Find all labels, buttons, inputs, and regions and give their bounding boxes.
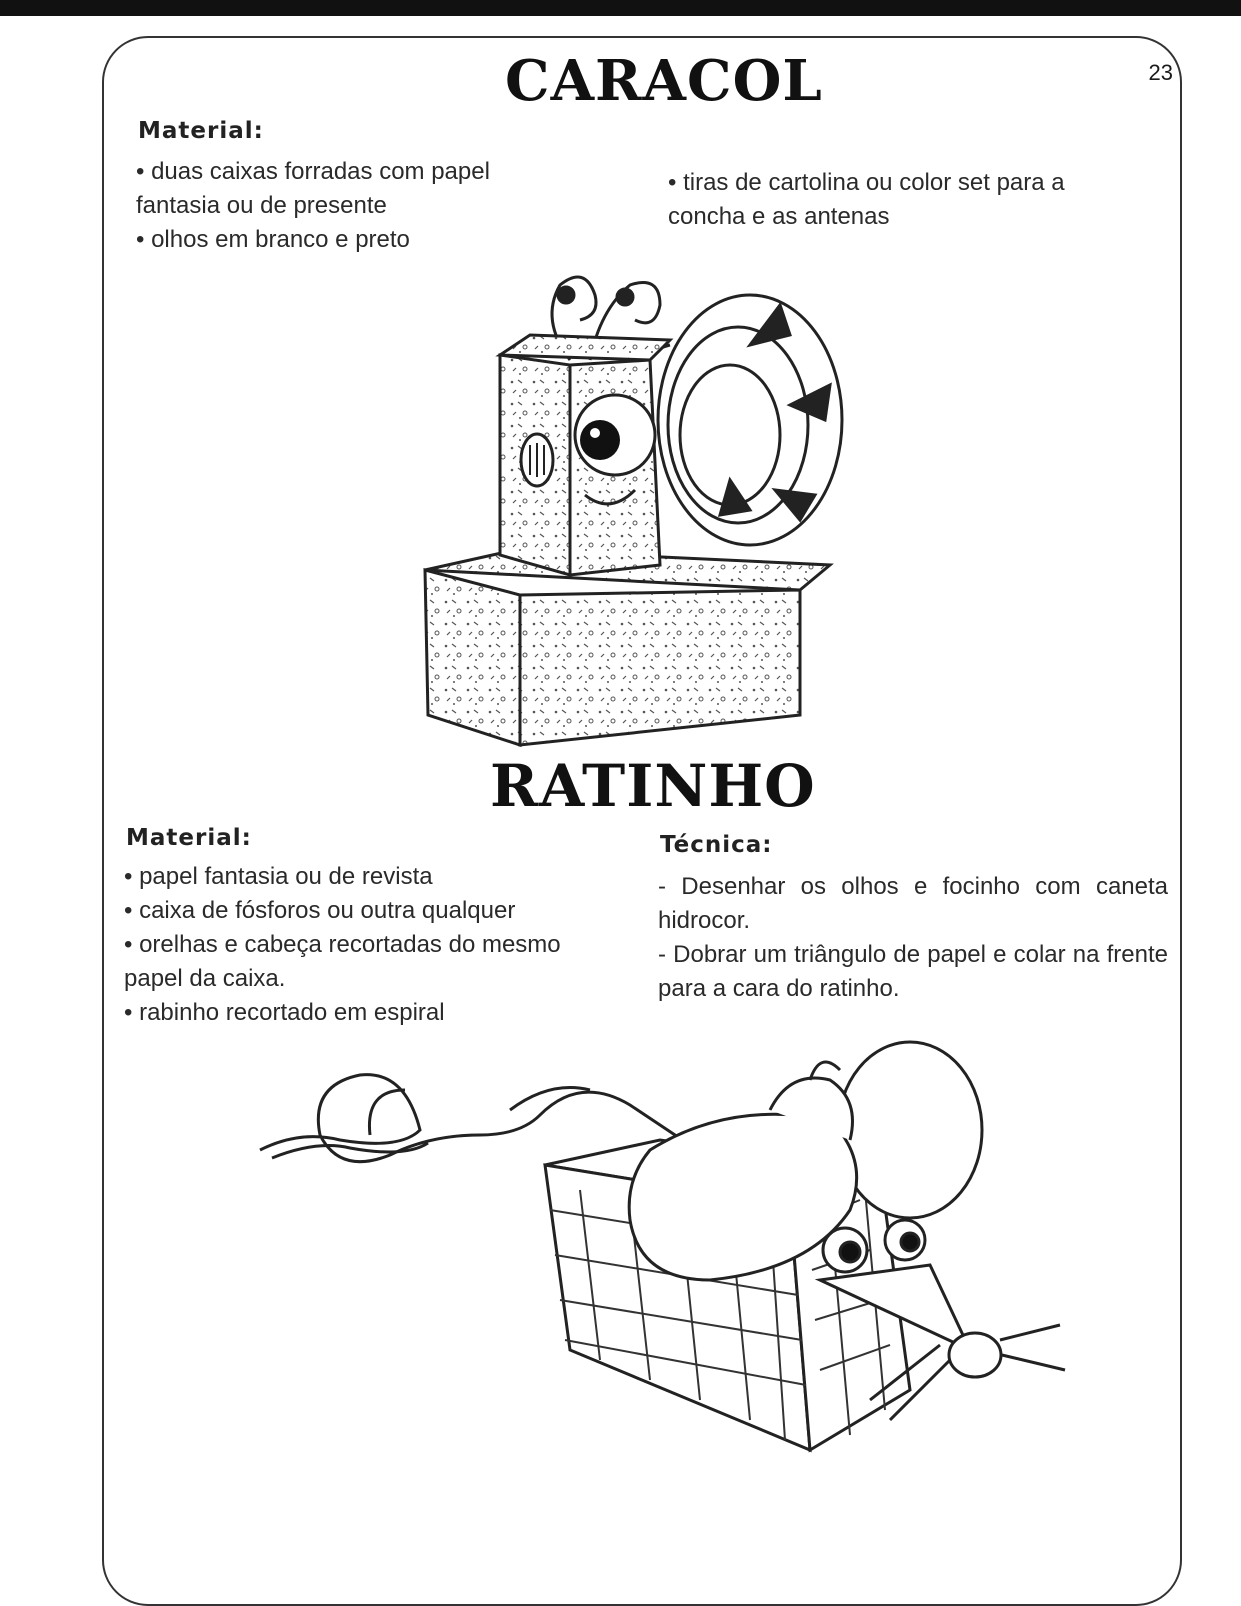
caracol-material-label: Material: — [138, 118, 264, 144]
scan-top-edge — [0, 0, 1241, 16]
technique-step: - Desenhar os olhos e focinho com caneta hidrocor. — [658, 873, 1168, 934]
ratinho-title: RATINHO — [490, 752, 816, 820]
mouse-head — [629, 1042, 982, 1280]
ratinho-material-list — [124, 860, 604, 1030]
caracol-material-list — [136, 155, 576, 257]
caracol-material-item: • duas caixas forradas com papel fantasia ou de presente — [136, 155, 576, 223]
ratinho-material-item: • papel fantasia ou de revista — [124, 860, 604, 894]
page-number: 23 — [1148, 60, 1173, 85]
technique-step: - Dobrar um triângulo de papel e colar na frente para a cara do ratinho. — [658, 941, 1168, 1002]
mouse-illustration — [250, 1040, 1080, 1460]
caracol-material-item: • tiras de cartolina ou color set para a concha e as antenas — [668, 166, 1148, 234]
caracol-title: CARACOL — [505, 48, 823, 114]
caracol-material-list-right — [668, 166, 1148, 234]
ratinho-technique — [658, 870, 1168, 1006]
ratinho-technique-label: Técnica: — [660, 832, 773, 858]
ratinho-material-label: Material: — [126, 825, 252, 851]
caracol-material-item: • olhos em branco e preto — [136, 223, 576, 257]
ratinho-material-item: • rabinho recortado em espiral — [124, 996, 604, 1030]
snail-bottom-box — [425, 550, 830, 745]
ratinho-material-item: • orelhas e cabeça recortadas do mesmo papel da caixa. — [124, 928, 604, 996]
ratinho-material-item: • caixa de fósforos ou outra qualquer — [124, 894, 604, 928]
snail-illustration — [420, 245, 850, 750]
